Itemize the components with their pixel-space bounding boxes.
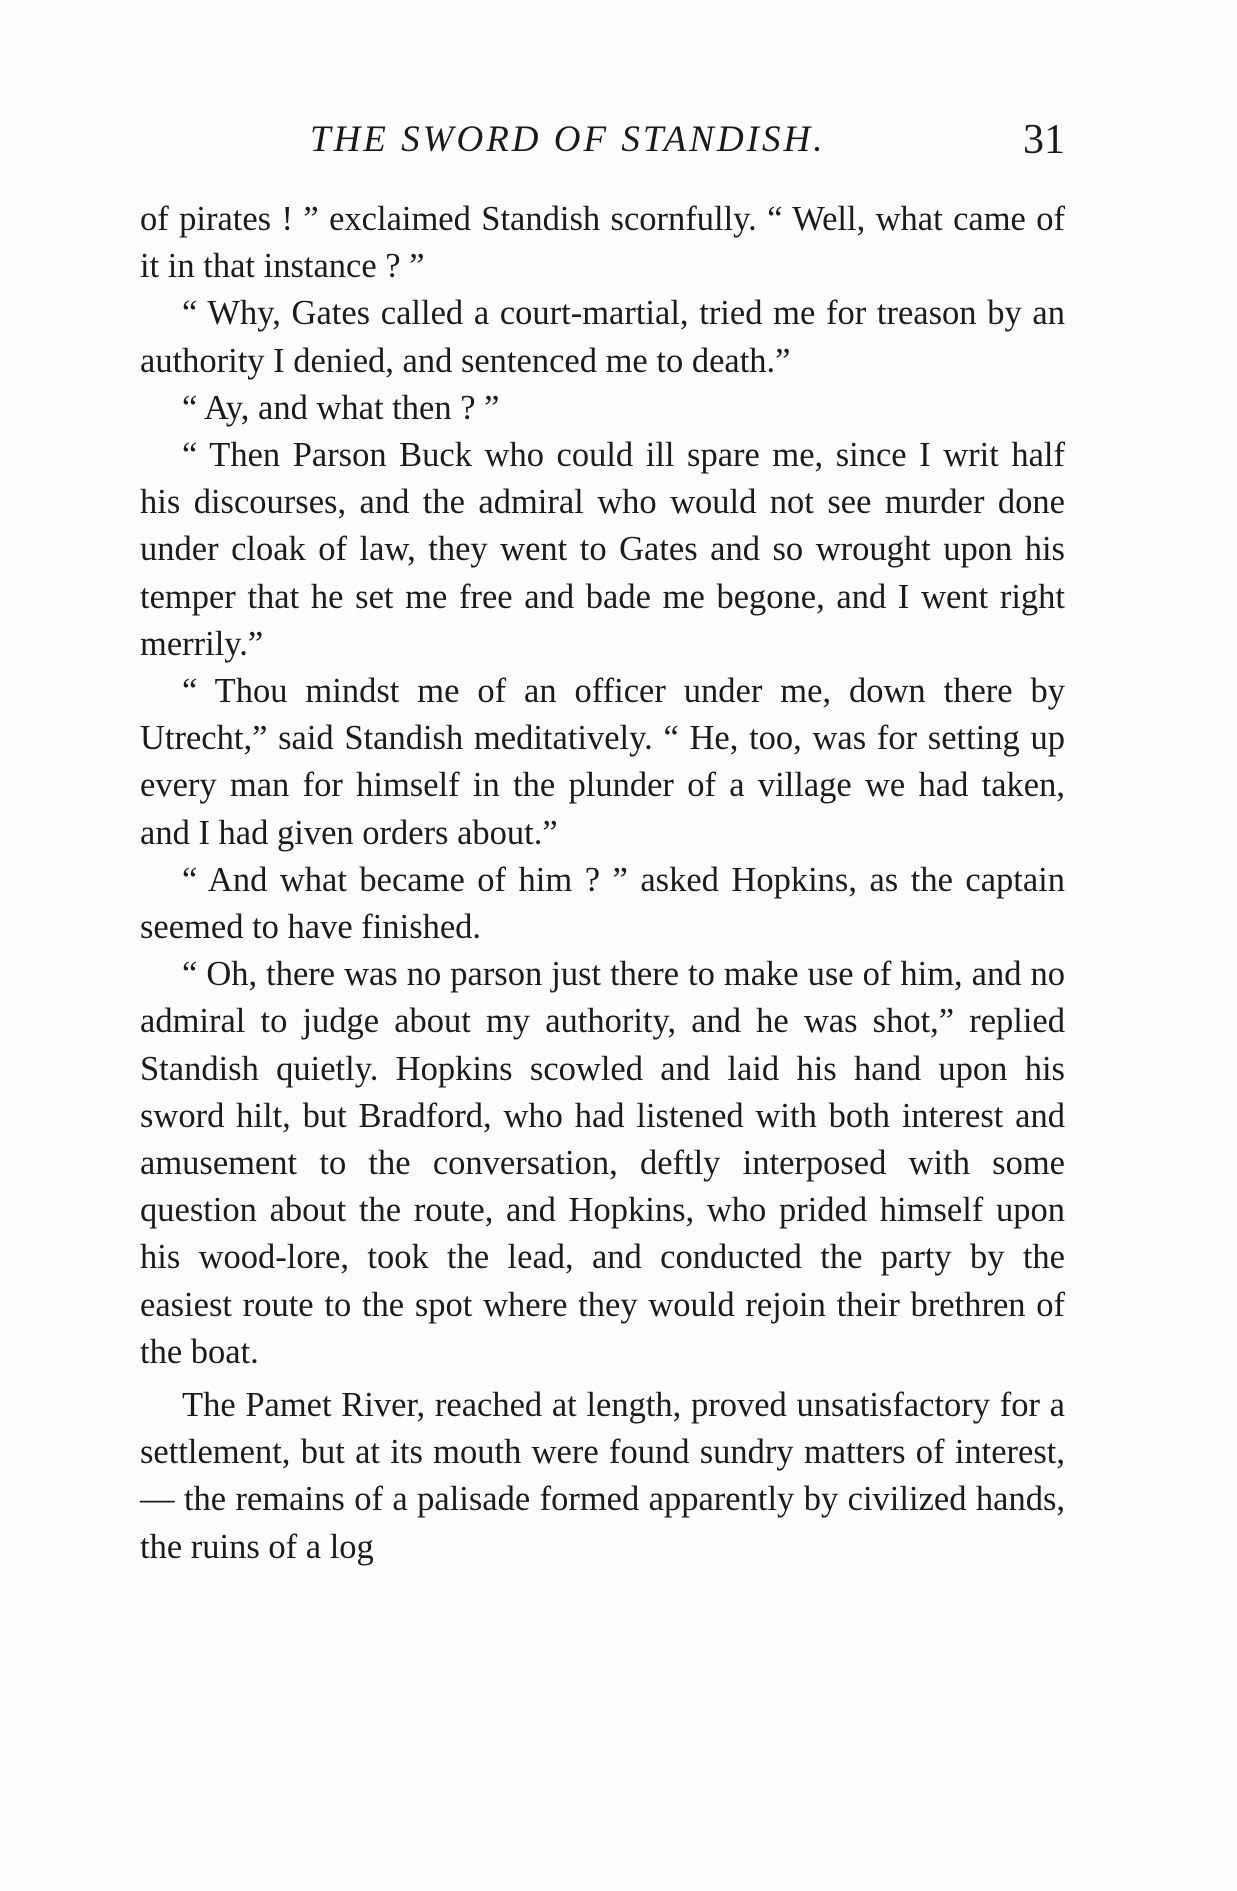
paragraph: “ Oh, there was no parson just there to make use of him, and no admiral to judge about my authority, and he was shot,” replied Standish quietly. Hopkins scowled and laid his hand upon his sword hilt, but Bradford, who had listened with both interest and amusement to the conversation, deftly interposed with some question about the route, and Hopkins, who prided himself upon his wood-lore, took the lead, and conducted the party by the easiest route to the spot where they would rejoin their brethren of the boat. [140,955,1065,1371]
running-title: THE SWORD OF STANDISH. [310,119,826,160]
paragraph: of pirates ! ” exclaimed Standish scornfully. “ Well, what came of it in that instance ? ” [140,200,1065,286]
paragraph: “ And what became of him ? ” asked Hopkins, as the captain seemed to have finished. [140,860,1065,947]
body-text [140,196,1065,1571]
page-number: 31 [1023,117,1065,163]
paragraph: “ Ay, and what then ? ” [182,388,500,427]
paragraph: “ Then Parson Buck who could ill spare me, since I writ half his discourses, and the admiral who would not see murder done under cloak of law, they went to Gates and so wrought upon his temper that he set me free and bade me begone, and I went right merrily.” [140,436,1065,663]
paragraph: The Pamet River, reached at length, proved unsatisfactory for a settlement, but at its mouth were found sundry matters of interest, — the remains of a palisade formed apparently by civilized hands, the ruins of a log [140,1386,1065,1566]
paragraph: “ Thou mindst me of an officer under me, down there by Utrecht,” said Standish meditatively. “ He, too, was for setting up every man for himself in the plunder of a village we had taken, and I had given orders about.” [140,672,1065,852]
paragraph: “ Why, Gates called a court-martial, tried me for treason by an authority I denied, and sentenced me to death.” [140,294,1065,380]
running-head [140,118,1065,178]
